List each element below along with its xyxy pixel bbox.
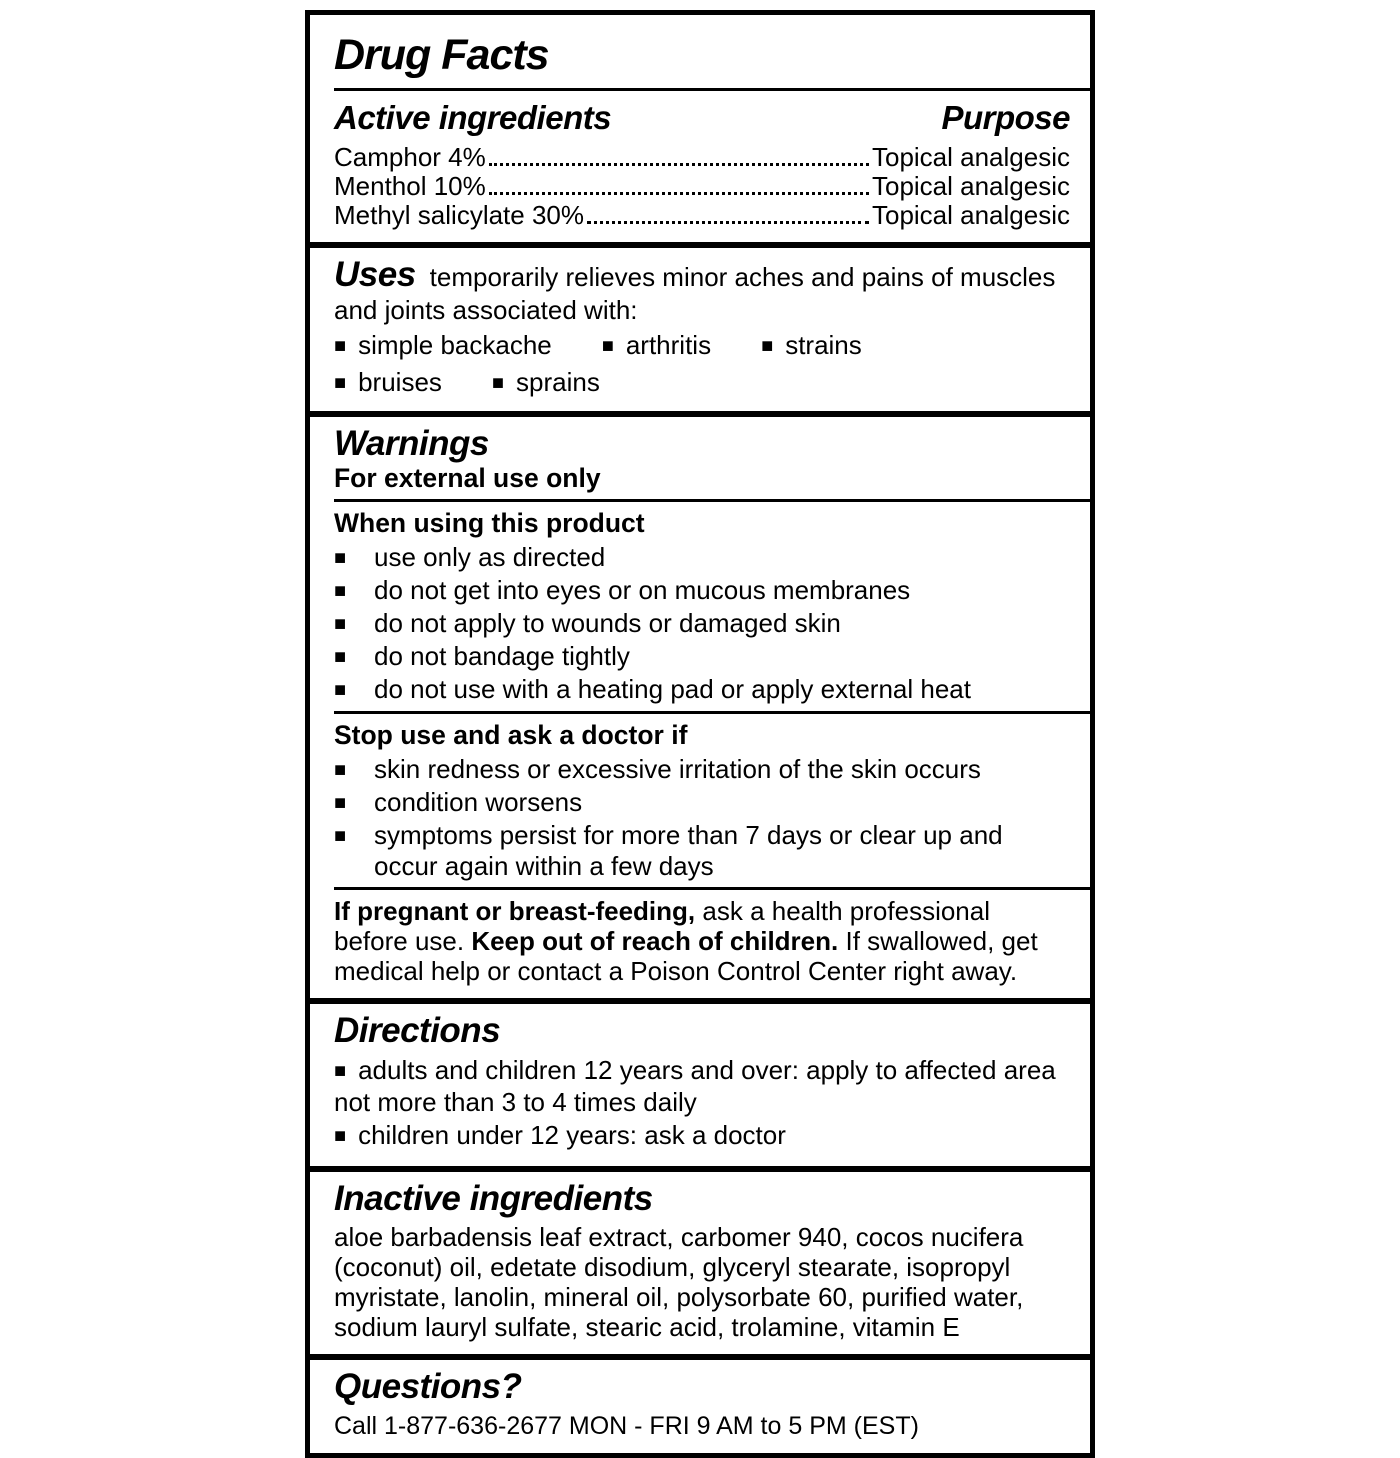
when-using-item-text: do not use with a heating pad or apply external heat: [374, 674, 971, 705]
when-using-item-text: do not apply to wounds or damaged skin: [374, 608, 841, 639]
uses-intro-text: temporarily relieves minor aches and pains of muscles and joints associated with:: [334, 262, 1056, 325]
ingredient-row: [334, 143, 1070, 172]
when-using-item: [334, 575, 1070, 606]
warnings-divider-2: [334, 711, 1090, 714]
bullet-cell: [334, 820, 374, 851]
uses-heading: Uses: [334, 255, 416, 295]
pregnancy-text-2: If swallowed, get medical help or contact a Poison Control Center right away.: [334, 926, 1038, 987]
active-ingredients-heading: Active ingredients: [334, 99, 612, 137]
direction-item-text: children under 12 years: ask a doctor: [358, 1119, 786, 1150]
pregnancy-bold-lead: If pregnant or breast-feeding,: [334, 896, 696, 927]
bullet-cell: [334, 787, 374, 818]
warnings-divider-1: [334, 499, 1090, 502]
when-using-item: [334, 641, 1070, 672]
when-using-item: [334, 542, 1070, 573]
bullet-square-icon: ■: [334, 613, 347, 636]
uses-bullet-label: simple backache: [358, 329, 552, 360]
ingredient-purpose: Topical analgesic: [871, 171, 1070, 202]
when-using-item-text: do not bandage tightly: [374, 641, 630, 672]
uses-bullet-item: [761, 329, 862, 362]
uses-intro-paragraph: [334, 256, 1070, 325]
bullet-square-icon: ■: [334, 1124, 347, 1147]
bullet-square-icon: ■: [761, 334, 774, 357]
bullet-square-icon: ■: [334, 371, 347, 394]
bullet-square-icon: ■: [334, 547, 347, 570]
warnings-heading: Warnings: [334, 423, 489, 463]
when-using-list: [334, 542, 1070, 705]
bullet-cell: [334, 575, 374, 606]
dotted-leader: [587, 221, 869, 224]
questions-phone-line: Call 1-877-636-2677 MON - FRI 9 AM to 5 PM (EST): [334, 1411, 919, 1440]
active-ingredients-table: [334, 143, 1070, 230]
drug-facts-title: Drug Facts: [334, 31, 549, 79]
stop-use-item-text: symptoms persist for more than 7 days or clear up and occur again within a few days: [374, 820, 1003, 882]
section-active-ingredients: [310, 15, 1090, 242]
uses-bullet-row-2: [334, 366, 1070, 399]
questions-heading: Questions?: [334, 1367, 522, 1407]
uses-bullet-label: sprains: [516, 366, 600, 397]
bullet-square-icon: ■: [491, 371, 505, 394]
keep-out-of-reach-text: Keep out of reach of children.: [471, 926, 839, 957]
inactive-ingredients-text: aloe barbadensis leaf extract, carbomer 940, cocos nucifera (coconut) oil, edetate disodium, glyceryl stearate, isopropyl myristate, lanolin, mineral oil, polysorbate 60, purified water, sodium lauryl sulfate, stearic acid, trolamine, vitamin E: [334, 1222, 1024, 1343]
active-ingredients-header-row: [334, 99, 1070, 137]
dotted-leader: [489, 192, 869, 195]
stop-use-item: [334, 820, 1070, 881]
ingredient-row: [334, 201, 1070, 230]
uses-bullet-item: [492, 366, 600, 399]
bullet-square-icon: ■: [334, 646, 347, 669]
when-using-heading: When using this product: [334, 508, 645, 539]
when-using-item-text: use only as directed: [374, 542, 606, 573]
ingredient-name: Menthol 10%: [334, 171, 486, 202]
external-use-only-text: For external use only: [334, 463, 601, 494]
dotted-leader: [489, 163, 869, 166]
direction-item: [334, 1120, 1070, 1152]
ingredient-name: Methyl salicylate 30%: [334, 200, 584, 231]
purpose-heading: Purpose: [941, 99, 1070, 137]
bullet-cell: [334, 674, 374, 705]
when-using-item: [334, 608, 1070, 639]
bullet-square-icon: ■: [334, 759, 347, 782]
ingredient-purpose: Topical analgesic: [871, 200, 1070, 231]
stop-use-item-text: skin redness or excessive irritation of the skin occurs: [374, 754, 981, 785]
section-inactive-ingredients: [310, 1166, 1090, 1355]
uses-bullet-label: arthritis: [625, 329, 712, 360]
bullet-square-icon: ■: [334, 334, 347, 357]
uses-bullet-label: strains: [785, 329, 862, 360]
directions-heading: Directions: [334, 1011, 501, 1051]
warnings-divider-3: [334, 887, 1090, 890]
stop-use-item-text: condition worsens: [374, 787, 583, 818]
bullet-square-icon: ■: [334, 679, 347, 702]
stop-use-list: [334, 754, 1070, 881]
directions-list: [334, 1055, 1070, 1152]
uses-bullet-item: [334, 366, 442, 399]
ingredient-name: Camphor 4%: [334, 142, 486, 173]
uses-bullet-item: [602, 329, 711, 362]
pregnancy-paragraph: [334, 896, 1070, 986]
bullet-square-icon: ■: [334, 792, 347, 815]
ingredient-row: [334, 172, 1070, 201]
uses-bullet-label: bruises: [358, 366, 442, 397]
stop-use-heading: Stop use and ask a doctor if: [334, 720, 688, 751]
section-directions: [310, 998, 1090, 1166]
title-divider: [334, 88, 1090, 91]
section-warnings: [310, 411, 1090, 999]
bullet-square-icon: ■: [334, 580, 347, 603]
direction-item-text: adults and children 12 years and over: apply to affected area not more than 3 to 4 times daily: [334, 1054, 1056, 1117]
ingredient-purpose: Topical analgesic: [871, 142, 1070, 173]
bullet-cell: [334, 641, 374, 672]
section-uses: [310, 242, 1090, 411]
bullet-cell: [334, 608, 374, 639]
drug-facts-label-box: [305, 10, 1095, 1458]
bullet-cell: [334, 754, 374, 785]
when-using-item-text: do not get into eyes or on mucous membranes: [374, 575, 911, 606]
stop-use-item: [334, 754, 1070, 785]
direction-item: [334, 1055, 1070, 1118]
uses-bullet-item: [334, 329, 552, 362]
uses-bullet-row-1: [334, 329, 1070, 362]
bullet-square-icon: ■: [601, 334, 614, 357]
section-questions: [310, 1354, 1090, 1453]
pregnancy-text-1: ask a health professional before use.: [334, 896, 991, 957]
when-using-item: [334, 674, 1070, 705]
bullet-square-icon: ■: [334, 825, 347, 848]
stop-use-item: [334, 787, 1070, 818]
bullet-square-icon: ■: [334, 1059, 347, 1082]
bullet-cell: [334, 542, 374, 573]
inactive-ingredients-heading: Inactive ingredients: [334, 1178, 653, 1218]
